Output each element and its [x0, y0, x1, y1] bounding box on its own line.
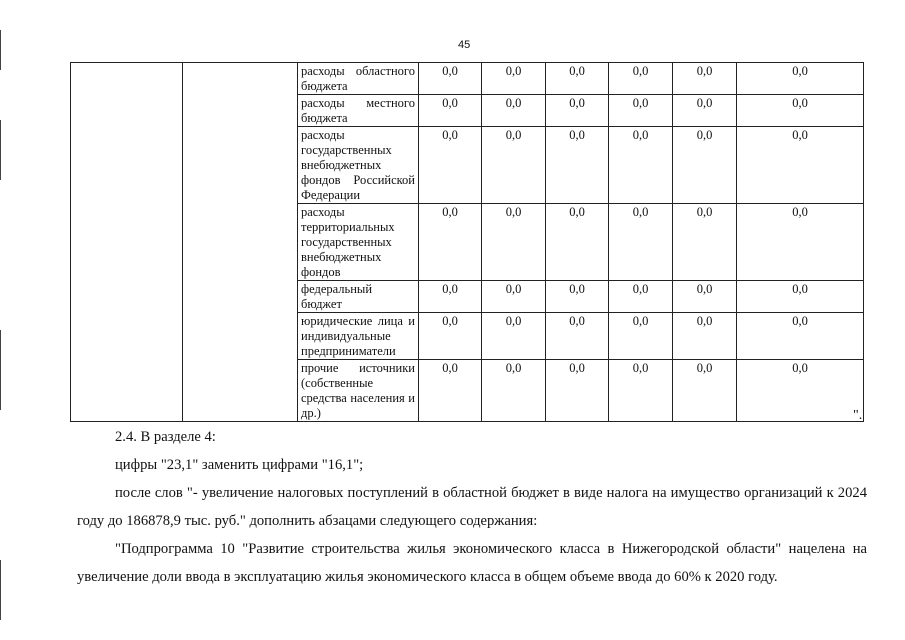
row-label: расходы местного бюджета — [298, 95, 419, 127]
row-label: прочие источники (собственные средства населения и др.) — [298, 360, 419, 422]
row-label: расходы областного бюджета — [298, 63, 419, 95]
value-cell: 0,0 — [546, 281, 609, 313]
subprogram-paragraph: "Подпрограмма 10 "Развитие строительства жилья экономического класса в Нижегородской области" нацелена на увеличение доли ввода в эксплуатацию жилья экономического класса в общем объеме ввода до 60% к 2020 году. — [77, 541, 867, 585]
value-cell: 0,0 — [609, 313, 673, 360]
value-cell: 0,0 — [546, 95, 609, 127]
value-cell: 0,0 — [737, 281, 864, 313]
page-number: 45 — [458, 39, 471, 51]
scan-edge-mark — [0, 560, 1, 620]
value-cell: 0,0 — [419, 127, 482, 204]
blank-cell — [71, 63, 183, 422]
value-cell: 0,0 — [673, 360, 737, 422]
value-cell: 0,0 — [419, 95, 482, 127]
value-cell: 0,0 — [737, 313, 864, 360]
value-cell: 0,0 — [673, 95, 737, 127]
row-label: юридические лица и индивидуальные предприниматели — [298, 313, 419, 360]
value-cell: 0,0 — [737, 95, 864, 127]
row-label: федеральный бюджет — [298, 281, 419, 313]
value-cell: 0,0 — [609, 63, 673, 95]
blank-cell — [183, 63, 298, 422]
value-cell: 0,0 — [609, 281, 673, 313]
value-cell: 0,0 — [737, 63, 864, 95]
value-cell: 0,0 — [737, 127, 864, 204]
value-cell: 0,0 — [482, 360, 546, 422]
value-cell: 0,0 — [482, 204, 546, 281]
value-cell: 0,0 — [609, 204, 673, 281]
value-cell: 0,0 — [737, 360, 864, 422]
value-cell: 0,0 — [673, 313, 737, 360]
value-cell: 0,0 — [673, 281, 737, 313]
value-cell: 0,0 — [482, 127, 546, 204]
value-cell: 0,0 — [546, 63, 609, 95]
value-cell: 0,0 — [609, 127, 673, 204]
value-cell: 0,0 — [609, 95, 673, 127]
value-cell: 0,0 — [546, 313, 609, 360]
value-cell: 0,0 — [546, 204, 609, 281]
value-cell: 0,0 — [546, 360, 609, 422]
table-row — [71, 63, 864, 95]
replace-digits-paragraph: цифры "23,1" заменить цифрами "16,1"; — [115, 457, 364, 473]
body-text — [77, 423, 867, 591]
section-heading: 2.4. В разделе 4: — [115, 429, 216, 445]
closing-quote: ". — [853, 408, 863, 423]
scan-edge-mark — [0, 330, 1, 410]
value-cell: 0,0 — [673, 204, 737, 281]
table-body — [71, 63, 864, 422]
value-cell: 0,0 — [482, 313, 546, 360]
after-words-paragraph: после слов "- увеличение налоговых поступлений в областной бюджет в виде налога на имущество организаций к 2024 году до 186878,9 тыс. руб." дополнить абзацами следующего содержания: — [77, 485, 867, 529]
value-cell: 0,0 — [419, 313, 482, 360]
value-cell: 0,0 — [482, 95, 546, 127]
value-cell: 0,0 — [419, 204, 482, 281]
value-cell: 0,0 — [609, 360, 673, 422]
value-cell: 0,0 — [482, 63, 546, 95]
value-cell: 0,0 — [546, 127, 609, 204]
value-cell: 0,0 — [737, 204, 864, 281]
scan-edge-mark — [0, 30, 1, 70]
value-cell: 0,0 — [673, 127, 737, 204]
value-cell: 0,0 — [482, 281, 546, 313]
value-cell: 0,0 — [673, 63, 737, 95]
value-cell: 0,0 — [419, 281, 482, 313]
value-cell: 0,0 — [419, 63, 482, 95]
funding-sources-table — [70, 62, 864, 422]
row-label: расходы государственных внебюджетных фондов Российской Федерации — [298, 127, 419, 204]
value-cell: 0,0 — [419, 360, 482, 422]
row-label: расходы территориальных государственных внебюджетных фондов — [298, 204, 419, 281]
scan-edge-mark — [0, 120, 1, 180]
